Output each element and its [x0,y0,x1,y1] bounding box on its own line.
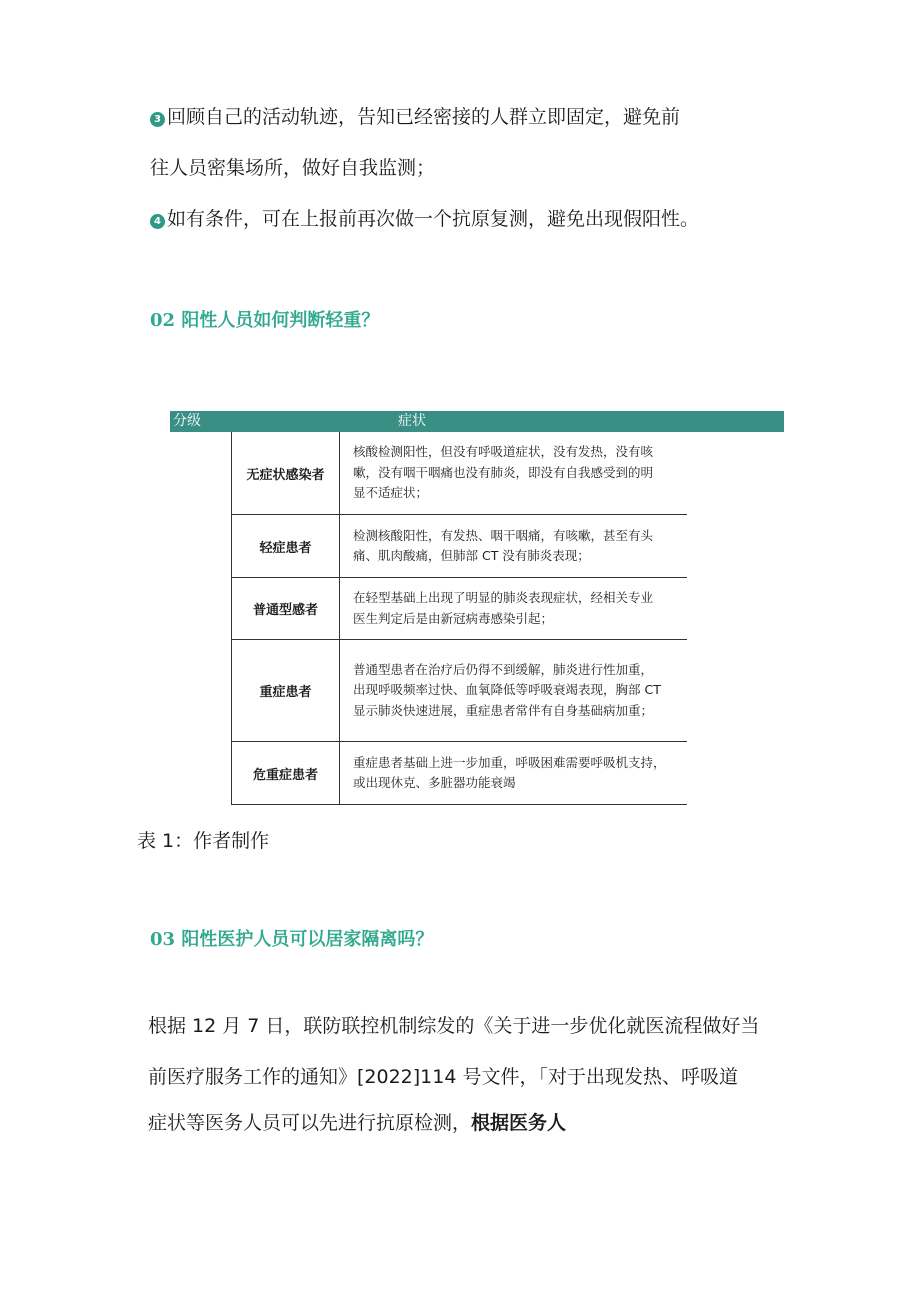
desc-line: 显示肺炎快速进展，重症患者常伴有自身基础病加重； [353,702,654,718]
intro-item-4-line1: 如有条件，可在上报前再次做一个抗原复测，避免出现假阳性。 [167,208,700,230]
body-line-3-bold: 根据医务人 [471,1112,567,1134]
body-line-2: 前医疗服务工作的通知》[2022]114 号文件，「对于出现发热、呼吸道 [148,1066,738,1088]
section-heading-02: 02 阳性人员如何判断轻重？ [150,310,380,331]
intro-item-3-line2: 往人员密集场所，做好自我监测； [150,157,436,179]
number-badge-icon: 4 [150,214,165,229]
row-grade: 轻症患者 [231,515,340,577]
header-grade: 分级 [173,413,201,429]
desc-line: 在轻型基础上出现了明显的肺炎表现症状，经相关专业 [353,590,654,605]
body-line-1: 根据 12 月 7 日，联防联控机制综发的《关于进一步优化就医流程做好当 [148,1015,760,1037]
desc-line: 重症患者基础上进一步加重，呼吸困难需要呼吸机支持， [353,754,666,770]
desc-line: 痛、肌肉酸痛，但肺部 CT 没有肺炎表现； [353,548,590,563]
desc-line: 普通型患者在治疗后仍得不到缓解，肺炎进行性加重， [353,661,654,677]
desc-line: 检测核酸阳性，有发热、咽干咽痛，有咳嗽，甚至有头 [353,527,654,543]
row-desc [353,578,687,639]
table-row [231,578,687,640]
desc-line: 显不适症状； [353,485,429,501]
section-heading-03: 03 阳性医护人员可以居家隔离吗？ [150,929,434,950]
table-header [170,411,784,432]
table-row [231,640,687,742]
row-desc [353,742,687,804]
row-desc [353,640,687,741]
desc-line: 核酸检测阳性，但没有呼吸道症状，没有发热，没有咳 [353,444,654,460]
desc-line: 或出现休克、多脏器功能衰竭 [353,775,516,790]
intro-item-4 [150,207,699,231]
number-badge-icon: 3 [150,112,165,127]
row-grade: 无症状感染者 [231,432,340,514]
row-grade: 普通型感者 [231,578,340,639]
intro-item-3-line1: 回顾自己的活动轨迹，告知已经密接的人群立即固定，避免前 [167,106,681,128]
intro-item-3 [150,105,680,129]
row-grade: 危重症患者 [231,742,340,804]
body-line-3 [148,1111,566,1135]
desc-line: 医生判定后是由新冠病毒感染引起； [353,610,554,626]
desc-line: 出现呼吸频率过快、血氧降低等呼吸衰竭表现，胸部 CT [353,682,661,698]
desc-line: 嗽，没有咽干咽痛也没有肺炎，即没有自我感受到的明 [353,464,654,480]
table-caption: 表 1：作者制作 [137,830,270,852]
table-row [231,742,687,805]
header-symptoms: 症状 [398,413,426,429]
row-desc [353,432,687,514]
body-line-3-normal: 症状等医务人员可以先进行抗原检测， [148,1112,472,1134]
row-grade: 重症患者 [231,640,340,741]
row-desc [353,515,687,577]
table-row [231,515,687,578]
table-row [231,432,687,515]
